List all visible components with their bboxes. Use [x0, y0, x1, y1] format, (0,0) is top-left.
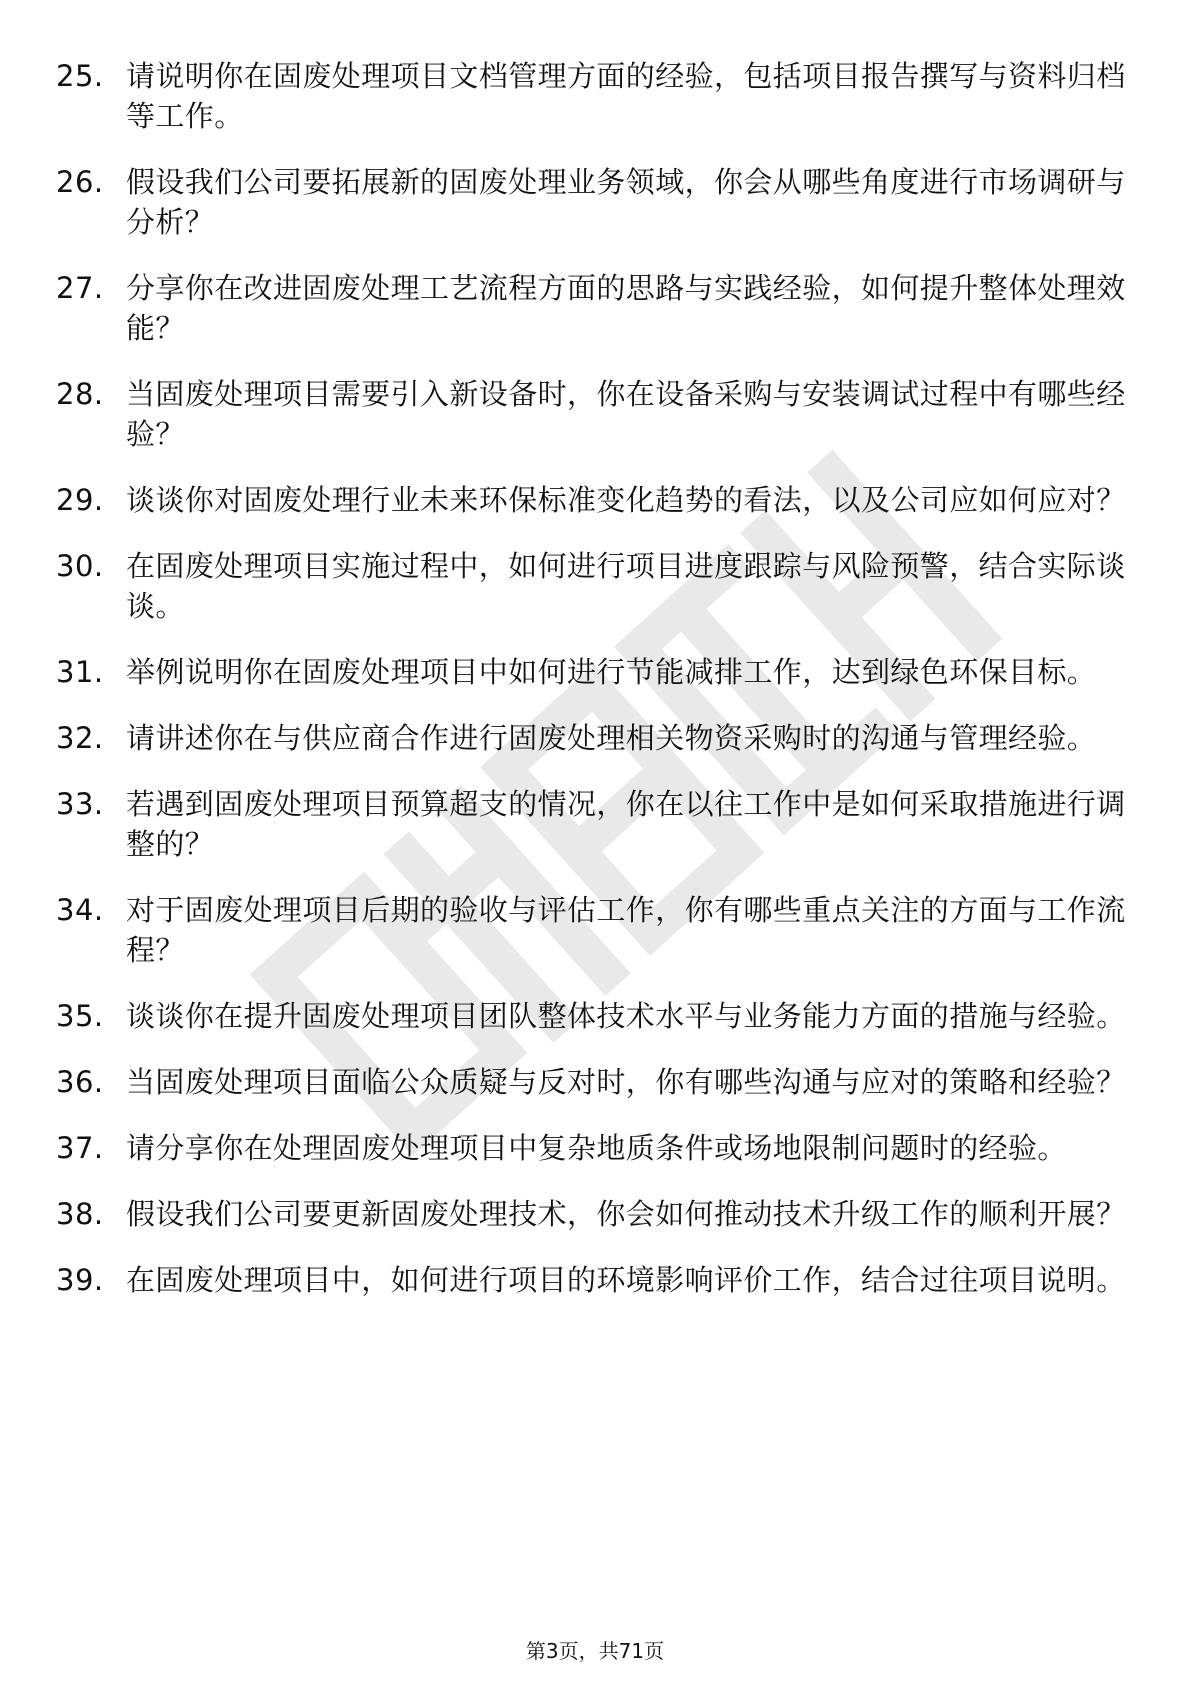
question-text: 假设我们公司要更新固废处理技术，你会如何推动技术升级工作的顺利开展？	[126, 1197, 1126, 1231]
question-number: 32.	[56, 721, 104, 755]
question-item-30	[56, 546, 1136, 626]
question-text: 假设我们公司要拓展新的固废处理业务领域，你会从哪些角度进行市场调研与分析？	[126, 165, 1126, 239]
question-item-39	[56, 1260, 1136, 1300]
question-number: 31.	[56, 655, 104, 689]
question-number: 29.	[56, 483, 104, 517]
question-item-25	[56, 56, 1136, 136]
question-text: 请讲述你在与供应商合作进行固废处理相关物资采购时的沟通与管理经验。	[126, 721, 1097, 755]
question-item-35	[56, 996, 1136, 1036]
question-item-31	[56, 652, 1136, 692]
question-item-37	[56, 1128, 1136, 1168]
question-item-34	[56, 890, 1136, 970]
question-number: 33.	[56, 787, 104, 821]
question-item-29	[56, 480, 1136, 520]
question-number: 25.	[56, 59, 104, 93]
question-text: 当固废处理项目需要引入新设备时，你在设备采购与安装调试过程中有哪些经验？	[126, 377, 1126, 451]
question-number: 37.	[56, 1131, 104, 1165]
question-item-27	[56, 268, 1136, 348]
question-number: 26.	[56, 165, 104, 199]
question-item-36	[56, 1062, 1136, 1102]
question-number: 35.	[56, 999, 104, 1033]
question-number: 36.	[56, 1065, 104, 1099]
page-footer: 第3页，共71页	[525, 1639, 665, 1663]
question-text: 请分享你在处理固废处理项目中复杂地质条件或场地限制问题时的经验。	[126, 1131, 1067, 1165]
question-number: 39.	[56, 1263, 104, 1297]
question-text: 请说明你在固废处理项目文档管理方面的经验，包括项目报告撰写与资料归档等工作。	[126, 59, 1126, 133]
question-number: 30.	[56, 549, 104, 583]
question-text: 举例说明你在固废处理项目中如何进行节能减排工作，达到绿色环保目标。	[126, 655, 1097, 689]
question-text: 若遇到固废处理项目预算超支的情况，你在以往工作中是如何采取措施进行调整的？	[126, 787, 1126, 861]
question-text: 谈谈你对固废处理行业未来环保标准变化趋势的看法，以及公司应如何应对？	[126, 483, 1126, 517]
question-item-26	[56, 162, 1136, 242]
question-text: 对于固废处理项目后期的验收与评估工作，你有哪些重点关注的方面与工作流程？	[126, 893, 1126, 967]
question-text: 在固废处理项目中，如何进行项目的环境影响评价工作，结合过往项目说明。	[126, 1263, 1126, 1297]
question-number: 34.	[56, 893, 104, 927]
question-text: 分享你在改进固废处理工艺流程方面的思路与实践经验，如何提升整体处理效能？	[126, 271, 1126, 345]
question-number: 28.	[56, 377, 104, 411]
question-item-32	[56, 718, 1136, 758]
question-item-38	[56, 1194, 1136, 1234]
question-item-33	[56, 784, 1136, 864]
question-number: 38.	[56, 1197, 104, 1231]
question-list	[56, 56, 1136, 1326]
question-text: 谈谈你在提升固废处理项目团队整体技术水平与业务能力方面的措施与经验。	[126, 999, 1126, 1033]
question-number: 27.	[56, 271, 104, 305]
question-text: 当固废处理项目面临公众质疑与反对时，你有哪些沟通与应对的策略和经验？	[126, 1065, 1126, 1099]
question-text: 在固废处理项目实施过程中，如何进行项目进度跟踪与风险预警，结合实际谈谈。	[126, 549, 1126, 623]
question-item-28	[56, 374, 1136, 454]
